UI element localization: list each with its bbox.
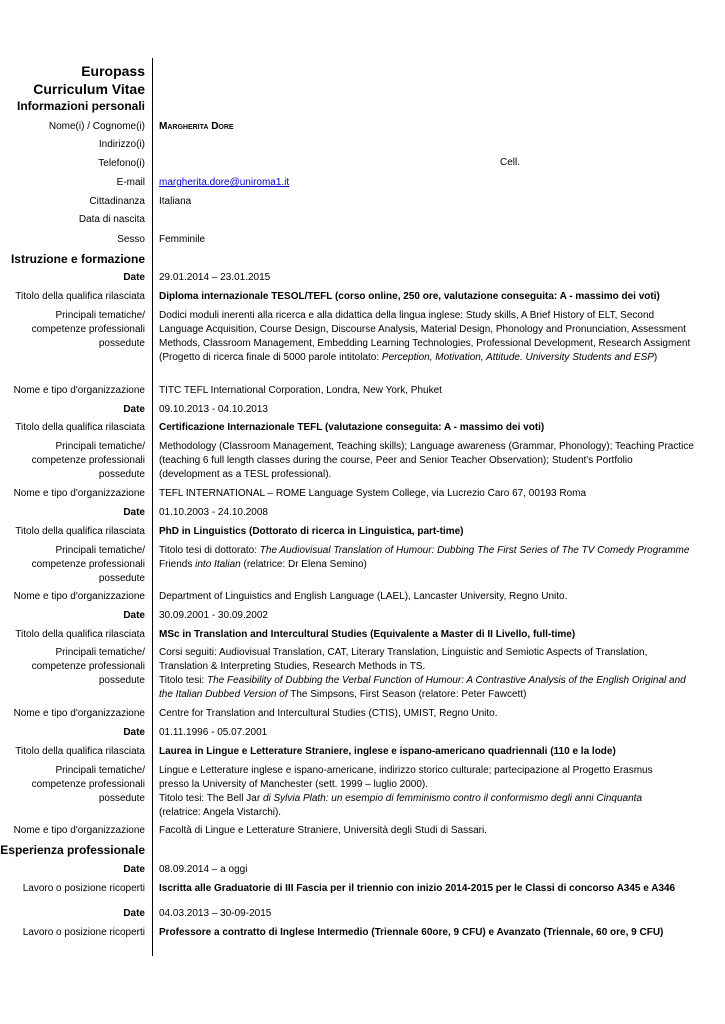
date-label: Date: [123, 908, 145, 919]
birthdate-label: Data di nascita: [78, 214, 145, 225]
skills-label: [0, 544, 145, 586]
date-label: Date: [123, 864, 145, 875]
skills-label: [0, 646, 145, 688]
skills-label-line1: Principali tematiche/: [55, 441, 145, 452]
skills-label: [0, 309, 145, 351]
education-5-skills-d: (relatrice: Angela Vistarchi).: [159, 807, 282, 818]
education-1-date: 29.01.2014 – 23.01.2015: [159, 272, 271, 283]
skills-label-line1: Principali tematiche/: [55, 545, 145, 556]
qualification-label: Titolo della qualifica rilasciata: [15, 422, 145, 433]
education-3-skills-c: Friends: [159, 559, 193, 570]
skills-label-line2: competenze professionali: [31, 779, 145, 790]
date-label: Date: [123, 272, 145, 283]
skills-label-line1: Principali tematiche/: [55, 647, 145, 658]
experience-2-job: Professore a contratto di Inglese Intermedio (Triennale 60ore, 9 CFU) e Avanzato (Triennale, 60 ore, 9 CFU): [159, 927, 664, 938]
education-5-skills-a: Lingue e Letterature inglese e ispano-americane, indirizzo storico culturale; partecipazione al Progetto Erasmus presso la University of Manchester (sett. 1999 – luglio 2000).: [159, 765, 653, 790]
education-4-date: 30.09.2001 - 30.09.2002: [159, 610, 268, 621]
education-5-org: Facoltà di Lingue e Letterature Straniere, Università degli Studi di Sassari.: [159, 825, 487, 836]
citizenship-label: Cittadinanza: [89, 196, 145, 207]
education-5-skills-b: Titolo tesi: The Bell Jar: [159, 793, 261, 804]
education-4-skills-a: Corsi seguiti: Audiovisual Translation, CAT, Literary Translation, Linguistic and Semiotic Aspects of Translation, Translation & Interpreting Studies, Research Methods in TS.: [159, 647, 648, 672]
date-label: Date: [123, 507, 145, 518]
education-3-skills-e: (relatrice: Dr Elena Semino): [243, 559, 367, 570]
education-1-skills-end: ): [653, 352, 658, 363]
organisation-label: Nome e tipo d'organizzazione: [13, 591, 145, 602]
date-label: Date: [123, 404, 145, 415]
skills-label: [0, 440, 145, 482]
education-3-skills: [159, 544, 694, 572]
column-divider: [152, 58, 153, 956]
organisation-label: Nome e tipo d'organizzazione: [13, 825, 145, 836]
email-link[interactable]: margherita.dore@uniroma1.it: [159, 177, 290, 188]
education-5-date: 01.11.1996 - 05.07.2001: [159, 727, 268, 738]
education-4-skills-c: The Feasibility of Dubbing the Verbal Function of Humour: A Contrastive Analysis of the English Original and the Italian Dubbed Version of: [159, 675, 686, 700]
skills-label-line3: possedute: [98, 338, 145, 349]
education-5-skills: [159, 764, 659, 820]
experience-1-job: Iscritta alle Graduatorie di III Fascia per il triennio con inizio 2014-2015 per le Classi di concorso A345 e A346: [159, 883, 676, 894]
organisation-label: Nome e tipo d'organizzazione: [13, 488, 145, 499]
skills-label-line3: possedute: [98, 675, 145, 686]
job-label: Lavoro o posizione ricoperti: [22, 927, 145, 938]
education-1-title: Diploma internazionale TESOL/TEFL (corso online, 250 ore, valutazione conseguita: A - massimo dei voti): [159, 291, 660, 302]
education-2-title: Certificazione Internazionale TEFL (valutazione conseguita: A - massimo dei voti): [159, 422, 545, 433]
education-4-title: MSc in Translation and Intercultural Studies (Equivalente a Master di II Livello, full-time): [159, 629, 576, 640]
education-4-skills-d: The Simpsons, First Season (relatore: Peter Fawcett): [290, 689, 527, 700]
skills-label-line3: possedute: [98, 793, 145, 804]
qualification-label: Titolo della qualifica rilasciata: [15, 291, 145, 302]
cv-title-line1: Europass: [81, 63, 145, 79]
cell-label: Cell.: [500, 157, 521, 168]
section-personal-heading: Informazioni personali: [16, 99, 145, 113]
education-2-org: TEFL INTERNATIONAL – ROME Language System College, via Lucrezio Caro 67, 00193 Roma: [159, 488, 587, 499]
education-2-date: 09.10.2013 - 04.10.2013: [159, 404, 268, 415]
education-3-skills-a: Titolo tesi di dottorato:: [159, 545, 258, 556]
organisation-label: Nome e tipo d'organizzazione: [13, 708, 145, 719]
education-4-skills-b: Titolo tesi:: [159, 675, 205, 686]
qualification-label: Titolo della qualifica rilasciata: [15, 746, 145, 757]
section-education-heading: Istruzione e formazione: [10, 252, 145, 266]
cv-title-line2: Curriculum Vitae: [33, 81, 145, 97]
name-value: Margherita Dore: [159, 121, 234, 132]
education-1-skills: [159, 309, 694, 365]
section-experience-heading: Esperienza professionale: [0, 843, 145, 857]
education-3-title: PhD in Linguistics (Dottorato di ricerca in Linguistica, part-time): [159, 526, 464, 537]
email-label: E-mail: [116, 177, 145, 188]
skills-label-line3: possedute: [98, 573, 145, 584]
experience-1-date: 08.09.2014 – a oggi: [159, 864, 248, 875]
skills-label-line1: Principali tematiche/: [55, 310, 145, 321]
job-label: Lavoro o posizione ricoperti: [22, 883, 145, 894]
qualification-label: Titolo della qualifica rilasciata: [15, 629, 145, 640]
education-3-skills-b: The Audiovisual Translation of Humour: Dubbing The First Series of The TV Comedy Programme: [259, 545, 690, 556]
education-1-org: TITC TEFL International Corporation, Londra, New York, Phuket: [159, 385, 442, 396]
name-label: Nome(i) / Cognome(i): [48, 121, 145, 132]
education-3-date: 01.10.2003 - 24.10.2008: [159, 507, 268, 518]
organisation-label: Nome e tipo d'organizzazione: [13, 385, 145, 396]
education-3-org: Department of Linguistics and English Language (LAEL), Lancaster University, Regno Unito.: [159, 591, 568, 602]
qualification-label: Titolo della qualifica rilasciata: [15, 526, 145, 537]
skills-label-line2: competenze professionali: [31, 324, 145, 335]
skills-label-line3: possedute: [98, 469, 145, 480]
sex-label: Sesso: [117, 234, 145, 245]
education-2-skills: Methodology (Classroom Management, Teaching skills); Language awareness (Grammar, Phonology); Teaching Practice (teaching 6 full length classes during the course, Peer and Senior Teacher Observation); Student's Portfolio (development as a TESL professional).: [159, 441, 694, 480]
skills-label-line1: Principali tematiche/: [55, 765, 145, 776]
address-label: Indirizzo(i): [98, 139, 145, 150]
experience-2-date: 04.03.2013 – 30-09-2015: [159, 908, 272, 919]
date-label: Date: [123, 727, 145, 738]
education-1-skills-text: Dodici moduli inerenti alla ricerca e alla didattica della lingua inglese: Study skills, A Brief History of ELT, Second Language Acquisition, Course Design, Discourse Analysis, Material Design, Phonology and Pronunciation, Assessment Methods, Classroom Management, Embedding Learning Technologies, Professional Development, Research Assigment (Progetto di ricerca finale di 5000 parole intitolato:: [159, 310, 691, 363]
skills-label-line2: competenze professionali: [31, 455, 145, 466]
skills-label: [0, 764, 145, 806]
education-3-skills-d: into Italian: [195, 559, 241, 570]
skills-label-line2: competenze professionali: [31, 661, 145, 672]
sex-value: Femminile: [159, 234, 206, 245]
education-5-title: Laurea in Lingue e Letterature Straniere, inglese e ispano-americano quadriennali (110 e la lode): [159, 746, 616, 757]
citizenship-value: Italiana: [159, 196, 192, 207]
education-4-org: Centre for Translation and Intercultural Studies (CTIS), UMIST, Regno Unito.: [159, 708, 498, 719]
education-4-skills: [159, 646, 694, 702]
date-label: Date: [123, 610, 145, 621]
phone-label: Telefono(i): [98, 158, 145, 169]
education-5-skills-c: di Sylvia Plath: un esempio di femminismo contro il conformismo degli anni Cinquanta: [262, 793, 643, 804]
skills-label-line2: competenze professionali: [31, 559, 145, 570]
education-1-skills-italic: Perception, Motivation, Attitude. University Students and ESP: [381, 352, 654, 363]
